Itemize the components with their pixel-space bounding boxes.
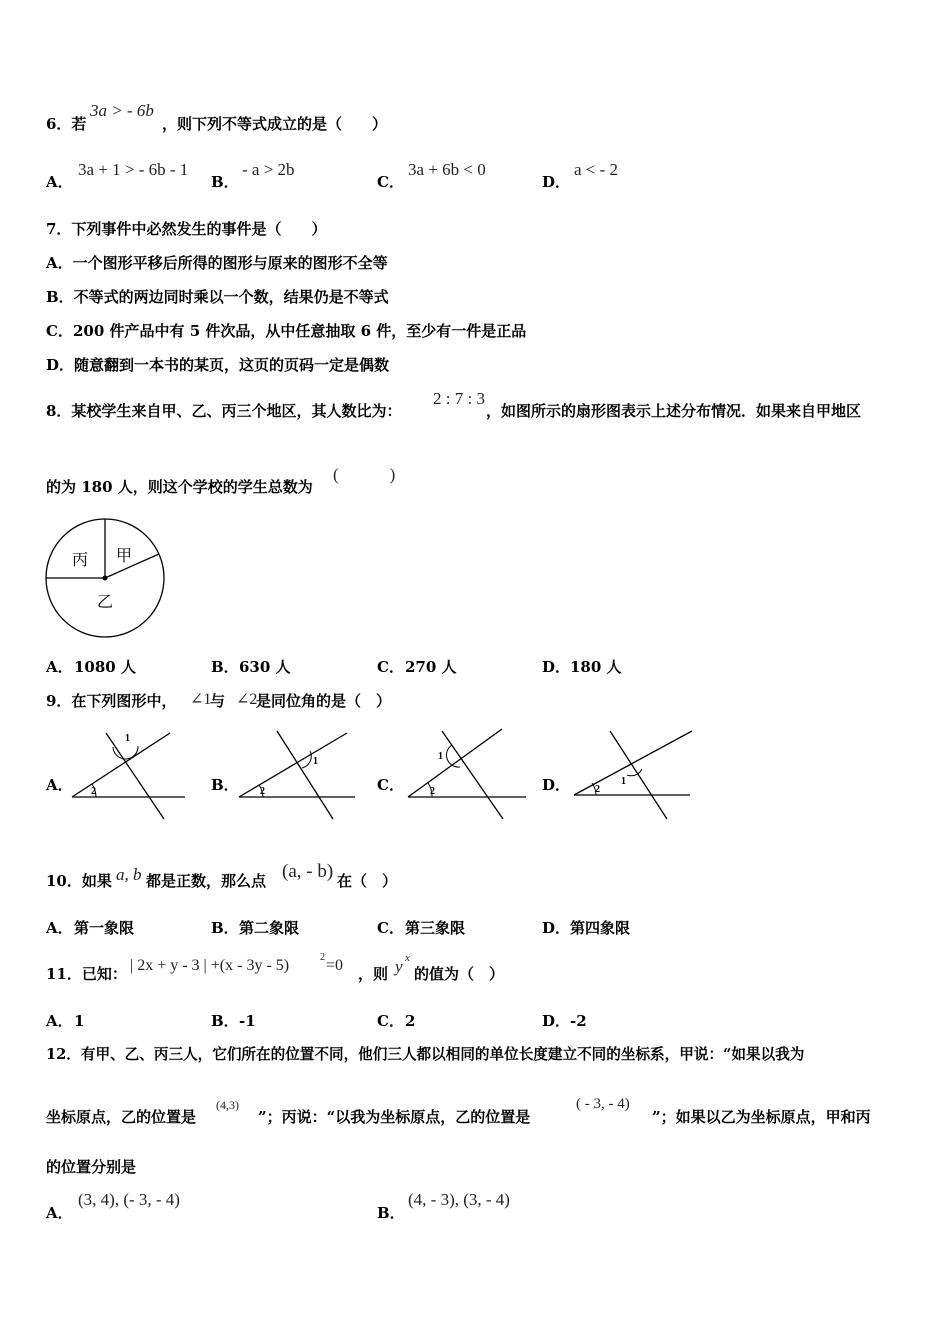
angle-2-label: 2 [595,784,600,795]
q12-line1: 12．有甲、乙、丙三人，它们所在的位置不同，他们三人都以相同的单位长度建立不同的坐标系，甲说：“如果以我为 [46,1046,805,1063]
q8-prefix: 8．某校学生来自甲、乙、丙三个地区，其人数比为： [46,402,402,420]
q6-suffix: ，则下列不等式成立的是（ ） [162,115,388,133]
q9-option-c-label[interactable]: C． [377,776,404,794]
q6-option-c-label[interactable]: C． [377,173,404,191]
q7-option-c[interactable]: C．200 件产品中有 5 件次品，从中任意抽取 6 件，至少有一件是正品 [46,322,527,340]
q9-suffix: 是同位角的是（ ） [256,692,392,710]
q9-figure-d[interactable] [572,725,697,825]
q11-option-d-text[interactable]: -2 [570,1012,587,1030]
angle-1-label: 1 [313,756,318,767]
pie-label-jia: 甲 [116,548,133,565]
q6-option-d-label[interactable]: D． [542,173,571,191]
q8-option-d-label[interactable]: D． [542,658,571,676]
q10-option-d-text[interactable]: 第四象限 [570,919,631,937]
q9-figure-a[interactable] [70,725,190,825]
q6-option-a-label[interactable]: A． [46,173,73,191]
q8-option-b-label[interactable]: B． [211,658,239,676]
q7-option-b[interactable]: B．不等式的两边同时乘以一个数，结果仍是不等式 [46,288,389,306]
q10-option-b-label[interactable]: B． [211,919,239,937]
q6-prefix: 6．若 [46,115,87,133]
q9-angle1: ∠1 [190,691,212,708]
q8-option-b-text[interactable]: 630 人 [239,658,291,676]
q8-option-c-label[interactable]: C． [377,658,404,676]
q7-stem: 7．下列事件中必然发生的事件是（ ） [46,220,327,238]
q11-base: y [395,957,403,976]
q11-option-c-label[interactable]: C． [377,1012,404,1030]
q11-prefix: 11．已知： [46,965,127,983]
q12-line2-b: ”；丙说：“以我为坐标原点，乙的位置是 [258,1108,531,1126]
pie-label-bing: 丙 [72,552,89,569]
q11-option-b-label[interactable]: B． [211,1012,239,1030]
q9-option-d-label[interactable]: D． [542,776,571,794]
q10-suffix: 在（ ） [337,872,398,890]
q9-figure-c[interactable] [406,725,531,825]
q11-suffix: 的值为（ ） [414,965,505,983]
pie-center-dot [103,576,108,581]
q8-line2: 的为 180 人，则这个学校的学生总数为 [46,478,313,496]
q7-option-a[interactable]: A．一个图形平移后所得的图形与原来的图形不全等 [46,254,388,272]
q12-point1: (4,3) [216,1098,239,1112]
q10-option-b-text[interactable]: 第二象限 [239,919,300,937]
q12-line2-c: ”；如果以乙为坐标原点，甲和丙 [652,1108,871,1126]
angle-1-label: 1 [438,751,443,762]
q9-mid: 与 [210,692,226,710]
angle-2-label: 2 [260,786,265,797]
q11-expression: | 2x + y - 3 | +(x - 3y - 5) [130,957,290,974]
q8-option-d-text[interactable]: 180 人 [570,658,622,676]
q11-option-b-text[interactable]: -1 [239,1012,256,1030]
angle-2-label: 2 [430,786,435,797]
q6-option-a-expr: 3a + 1 > - 6b - 1 [78,160,189,179]
q8-suffix: ，如图所示的扇形图表示上述分布情况．如果来自甲地区 [486,402,862,420]
q10-option-d-label[interactable]: D． [542,919,571,937]
angle-2-label: 2 [91,786,96,797]
q12-option-a-text: (3, 4), (- 3, - 4) [78,1190,180,1209]
q6-condition: 3a > - 6b [90,101,154,120]
q6-option-b-expr: - a > 2b [242,160,295,179]
q9-option-a-label[interactable]: A． [46,776,73,794]
q11-option-c-text[interactable]: 2 [405,1012,416,1030]
q12-line3: 的位置分别是 [46,1158,137,1176]
angle-1-label: 1 [125,733,130,744]
q12-option-b-text: (4, - 3), (3, - 4) [408,1190,510,1209]
q9-prefix: 9．在下列图形中， [46,692,177,710]
q8-option-a-label[interactable]: A． [46,658,73,676]
q8-pie-chart [40,513,170,643]
q12-point2: ( - 3, - 4) [576,1096,630,1112]
pie-label-yi: 乙 [97,594,114,611]
q6-option-c-expr: 3a + 6b < 0 [408,160,486,179]
q9-angle2: ∠2 [236,691,258,708]
q8-ratio: 2 : 7 : 3 [433,389,485,408]
q8-answer-paren: ( ) [333,465,396,484]
q11-option-a-text[interactable]: 1 [74,1012,85,1030]
q8-option-a-text[interactable]: 1080 人 [74,658,136,676]
q10-option-a-label[interactable]: A． [46,919,73,937]
q9-option-b-label[interactable]: B． [211,776,239,794]
angle-1-label: 1 [621,776,626,787]
q11-equals-zero: =0 [326,957,344,974]
q11-exponent: x [405,952,410,964]
q10-point: (a, - b) [282,861,334,882]
q8-option-c-text[interactable]: 270 人 [405,658,457,676]
q7-option-d[interactable]: D．随意翻到一本书的某页，这页的页码一定是偶数 [46,356,390,374]
q11-mid: ，则 [358,965,389,983]
q9-figure-b[interactable] [237,725,357,825]
q11-square-exponent: 2 [320,952,325,963]
q11-option-d-label[interactable]: D． [542,1012,571,1030]
q12-line2-a: 坐标原点，乙的位置是 [46,1108,197,1126]
q6-option-b-label[interactable]: B． [211,173,239,191]
q10-mid: 都是正数，那么点 [146,872,267,890]
q10-option-c-label[interactable]: C． [377,919,404,937]
q10-prefix: 10．如果 [46,872,112,890]
q10-option-a-text[interactable]: 第一象限 [74,919,135,937]
q10-option-c-text[interactable]: 第三象限 [405,919,466,937]
q12-option-a-label[interactable]: A． [46,1204,73,1222]
q12-option-b-label[interactable]: B． [377,1204,405,1222]
q6-option-d-expr: a < - 2 [574,160,619,179]
q11-option-a-label[interactable]: A． [46,1012,73,1030]
q10-vars: a, b [116,865,142,884]
